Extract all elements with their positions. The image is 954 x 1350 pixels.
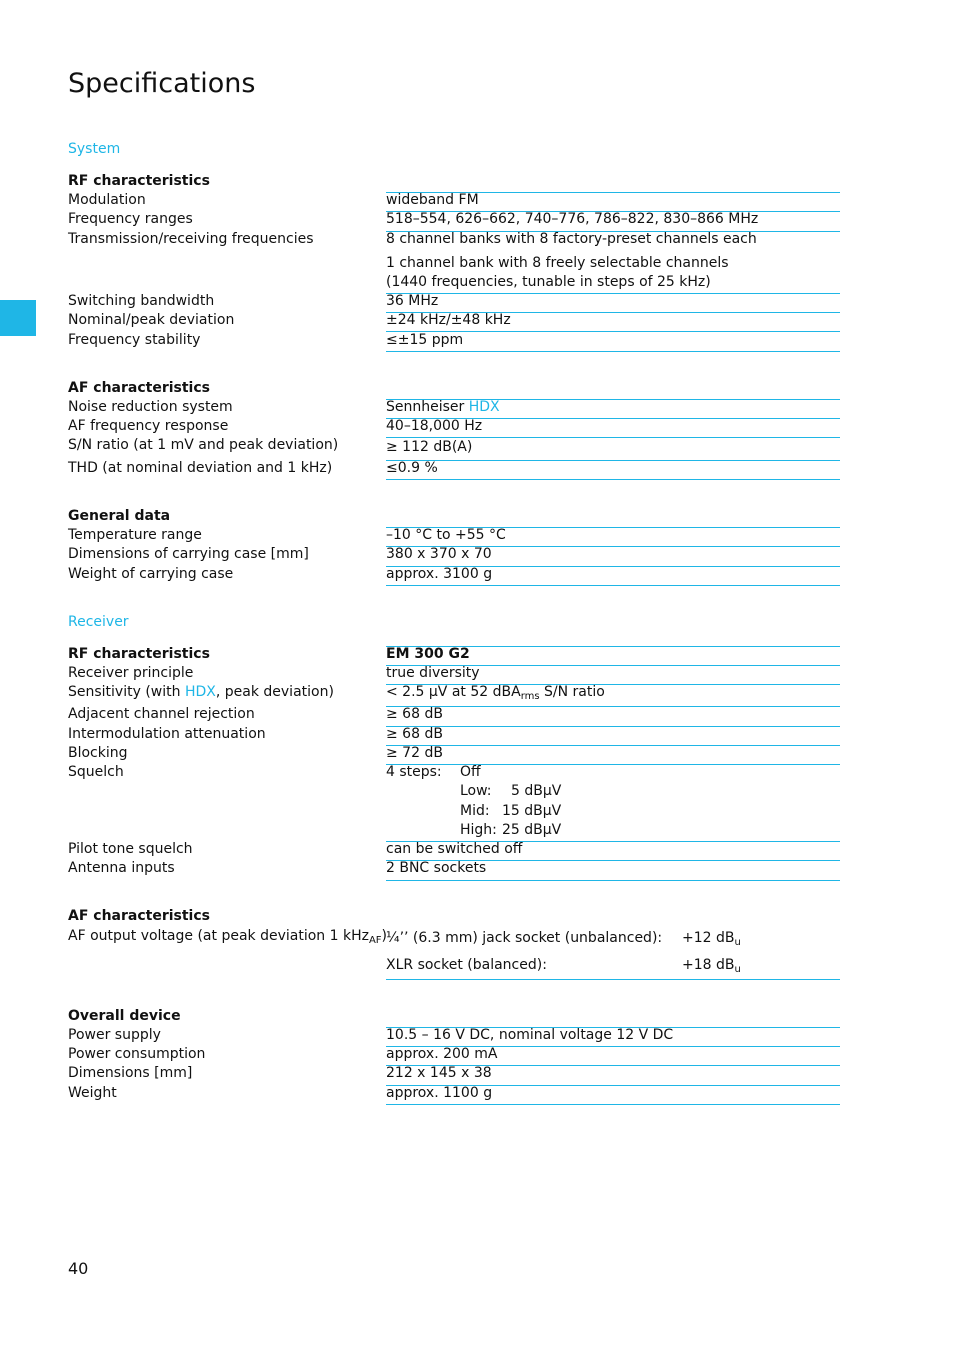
system-af-heading: AF characteristics: [68, 380, 210, 396]
spec-label-squelch: Squelch: [68, 764, 124, 780]
jack-socket-label: ¼’’ (6.3 mm) jack socket (unbalanced):: [386, 930, 663, 946]
rule: [386, 479, 840, 480]
rule: [386, 460, 840, 461]
spec-value-intermodulation: ≥ 68 dB: [386, 726, 443, 742]
spec-label-deviation: Nominal/peak deviation: [68, 312, 235, 328]
squelch-step-value: 15 dBµV: [502, 803, 562, 819]
spec-value-thd: ≤0.9 %: [386, 460, 438, 476]
rule: [386, 764, 840, 765]
spec-label-antenna-inputs: Antenna inputs: [68, 860, 175, 876]
rule: [386, 437, 840, 438]
squelch-step-name: Low:: [460, 783, 492, 799]
spec-label-blocking: Blocking: [68, 745, 128, 761]
spec-label-modulation: Modulation: [68, 192, 146, 208]
spec-value-weight: approx. 1100 g: [386, 1085, 493, 1101]
spec-value-pilot-tone: can be switched off: [386, 841, 523, 857]
squelch-steps-label: 4 steps:: [386, 764, 442, 780]
spec-value-switching-bandwidth: 36 MHz: [386, 293, 439, 309]
spec-label-thd: THD (at nominal deviation and 1 kHz): [68, 460, 333, 476]
spec-label-receiver-principle: Receiver principle: [68, 665, 194, 681]
spec-label-switching-bandwidth: Switching bandwidth: [68, 293, 215, 309]
spec-value-tx-rx-frequencies-3: (1440 frequencies, tunable in steps of 25 kHz): [386, 274, 711, 290]
rule: [386, 726, 840, 727]
spec-label-power-supply: Power supply: [68, 1027, 161, 1043]
spec-label-dimensions: Dimensions [mm]: [68, 1065, 193, 1081]
spec-label-frequency-stability: Frequency stability: [68, 332, 201, 348]
rule: [386, 745, 840, 746]
spec-label-sn-ratio: S/N ratio (at 1 mV and peak deviation): [68, 437, 339, 453]
spec-label-adjacent-channel: Adjacent channel rejection: [68, 706, 255, 722]
spec-value-antenna-inputs: 2 BNC sockets: [386, 860, 487, 876]
spec-value-noise-reduction: Sennheiser HDX: [386, 399, 500, 415]
hdx-highlight: HDX: [468, 399, 500, 415]
squelch-step-name: Off: [460, 764, 481, 780]
page-number: 40: [68, 1259, 89, 1278]
spec-label-power-consumption: Power consumption: [68, 1046, 206, 1062]
spec-value-frequency-stability: ≤±15 ppm: [386, 332, 464, 348]
jack-socket-value: +12 $dB_u$: [682, 930, 741, 948]
rule: [386, 706, 840, 707]
spec-value-tx-rx-frequencies-2: 1 channel bank with 8 freely selectable channels: [386, 255, 729, 271]
spec-value-af-response: 40–18,000 Hz: [386, 418, 483, 434]
spec-label-case-weight: Weight of carrying case: [68, 566, 234, 582]
spec-value-adjacent-channel: ≥ 68 dB: [386, 706, 443, 722]
section-heading-system: System: [68, 141, 121, 157]
spec-value-blocking: ≥ 72 dB: [386, 745, 443, 761]
page-title: Specifications: [68, 68, 256, 99]
rule: [386, 1104, 840, 1105]
rule: [386, 880, 840, 881]
squelch-step-name: Mid:: [460, 803, 490, 819]
spec-value-temperature: –10 °C to +55 °C: [386, 527, 506, 543]
receiver-rf-heading: RF characteristics: [68, 646, 210, 662]
spec-value-tx-rx-frequencies-1: 8 channel banks with 8 factory-preset channels each: [386, 231, 757, 247]
spec-value-sensitivity: < 2.5 µV at 52 dBA$_{rms}$ S/N ratio: [386, 684, 605, 702]
xlr-socket-label: XLR socket (balanced):: [386, 957, 547, 973]
spec-value-dimensions: 212 x 145 x 38: [386, 1065, 492, 1081]
receiver-overall-heading: Overall device: [68, 1008, 181, 1024]
squelch-step-name: High:: [460, 822, 497, 838]
spec-value-deviation: ±24 kHz/±48 kHz: [386, 312, 511, 328]
xlr-socket-value: +18 $dB_u$: [682, 957, 741, 975]
rule: [386, 646, 840, 647]
spec-value-sn-ratio: ≥ 112 dB(A): [386, 439, 473, 455]
rule: [386, 293, 840, 294]
spec-label-af-response: AF frequency response: [68, 418, 229, 434]
spec-label-intermodulation: Intermodulation attenuation: [68, 726, 266, 742]
spec-label-weight: Weight: [68, 1085, 117, 1101]
spec-label-case-dimensions: Dimensions of carrying case [mm]: [68, 546, 309, 562]
hdx-highlight: HDX: [184, 684, 216, 700]
spec-value-power-supply: 10.5 – 16 V DC, nominal voltage 12 V DC: [386, 1027, 674, 1043]
receiver-af-heading: AF characteristics: [68, 908, 210, 924]
spec-label-sensitivity: Sensitivity (with HDX, peak deviation): [68, 684, 334, 700]
spec-value-case-weight: approx. 3100 g: [386, 566, 493, 582]
spec-label-tx-rx-frequencies: Transmission/receiving frequencies: [68, 231, 314, 247]
rule: [386, 351, 840, 352]
spec-label-frequency-ranges: Frequency ranges: [68, 211, 193, 227]
spec-value-modulation: wideband FM: [386, 192, 479, 208]
spec-label-af-output-voltage: AF output voltage (at peak deviation 1 kHz$_{AF}$): [68, 928, 388, 946]
squelch-step-value: 25 dBµV: [502, 822, 562, 838]
spec-value-case-dimensions: 380 x 370 x 70: [386, 546, 492, 562]
receiver-model: EM 300 G2: [386, 646, 470, 662]
spec-value-receiver-principle: true diversity: [386, 665, 480, 681]
rule: [386, 979, 840, 980]
section-heading-receiver: Receiver: [68, 614, 129, 630]
spec-value-power-consumption: approx. 200 mA: [386, 1046, 498, 1062]
spec-label-pilot-tone: Pilot tone squelch: [68, 841, 193, 857]
spec-value-frequency-ranges: 518–554, 626–662, 740–776, 786–822, 830–866 MHz: [386, 211, 759, 227]
chapter-tab-marker: [0, 300, 36, 336]
system-rf-heading: RF characteristics: [68, 173, 210, 189]
spec-label-noise-reduction: Noise reduction system: [68, 399, 233, 415]
spec-label-temperature: Temperature range: [68, 527, 202, 543]
squelch-step-value: 5 dBµV: [511, 783, 562, 799]
rule: [386, 585, 840, 586]
system-general-heading: General data: [68, 508, 171, 524]
